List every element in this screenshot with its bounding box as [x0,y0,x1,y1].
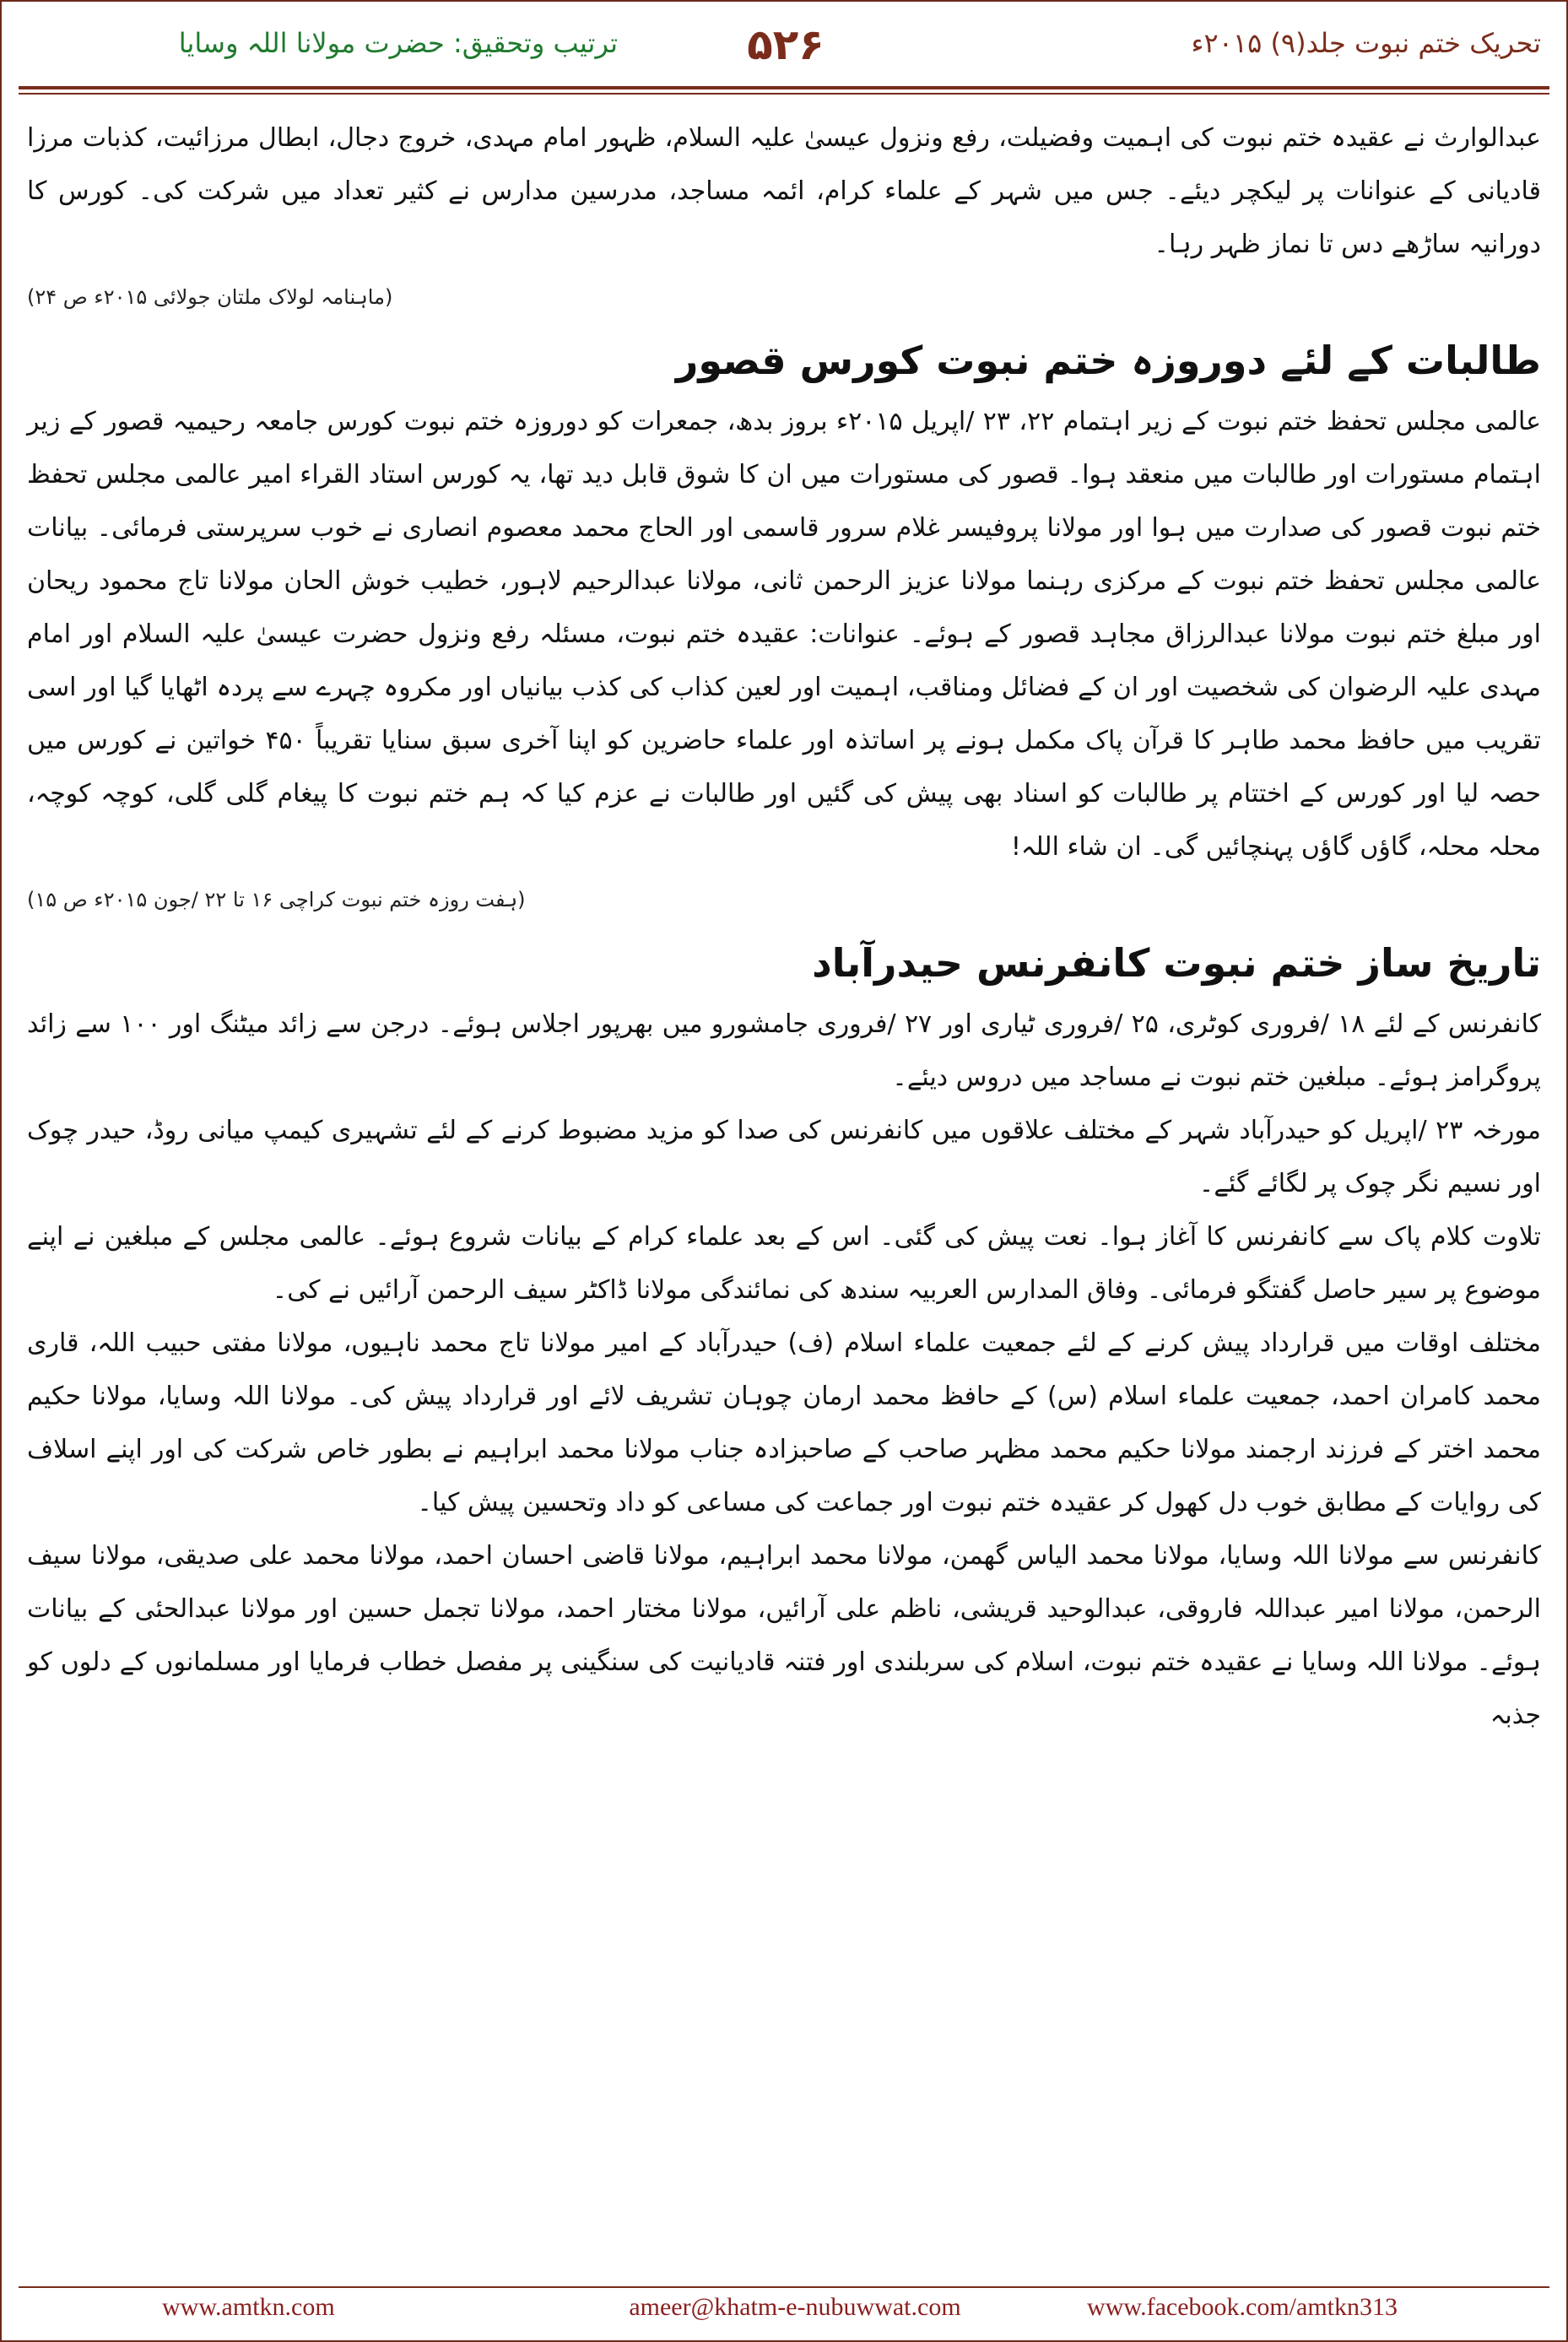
header-book-title: تحریک ختم نبوت جلد(۹) ۲۰۱۵ء [1191,27,1541,59]
section-heading-qasur-course: طالبات کے لئے دوروزہ ختم نبوت کورس قصور [675,338,1541,383]
footer-email-link[interactable]: ameer@khatm-e-nubuwwat.com [629,2293,961,2321]
section-heading-hyderabad-conference: تاریخ ساز ختم نبوت کانفرنس حیدرآباد [812,940,1541,986]
paragraph-6: مختلف اوقات میں قرارداد پیش کرنے کے لئے جمعیت علماء اسلام (ف) حیدرآباد کے امیر مولانا تاج محمد ناہیوں، مولانا مفتی حبیب اللہ، قاری محمد کامران احمد، جمعیت علماء اسلام (س) کے حافظ محمد ارمان چوہان تشریف لائے اور قرارداد پیش کی۔ مولانا اللہ وسایا، مولانا حکیم محمد اختر کے فرزند ارجمند مولانا حکیم محمد مظہر صاحب کے صاحبزادہ جناب مولانا محمد ابراہیم نے بطور خاص شرکت کی اور اپنے اسلاف کی روایات کے مطابق خوب دل کھول کر عقیدہ ختم نبوت اور جماعت کی مساعی کو داد وتحسین پیش کیا۔ [27,1328,1541,1517]
paragraph-5: تلاوت کلام پاک سے کانفرنس کا آغاز ہوا۔ نعت پیش کی گئی۔ اس کے بعد علماء کرام کے بیانات شروع ہوئے۔ عالمی مجلس کے مبلغین نے اپنے موضوع پر سیر حاصل گفتگو فرمائی۔ وفاق المدارس العربیہ سندھ کی نمائندگی مولانا ڈاکٹر سیف الرحمن آرائیں نے کی۔ [27,1222,1541,1305]
paragraph-7: کانفرنس سے مولانا اللہ وسایا، مولانا محمد الیاس گھمن، مولانا محمد ابراہیم، مولانا قاضی احسان احمد، مولانا محمد علی صدیقی، مولانا سیف الرحمن، مولانا امیر عبداللہ فاروقی، عبدالوحید قریشی، ناظم علی آرائیں، مولانا مختار احمد، مولانا تجمل حسین اور مولانا عبدالحئی کے بیانات ہوئے۔ مولانا اللہ وسایا نے عقیدہ ختم نبوت، اسلام کی سربلندی اور فتنہ قادیانیت کی سنگینی پر مفصل خطاب فرمایا اور مسلمانوں کے دلوں کو جذبہ [27,1541,1541,1730]
paragraph-3: کانفرنس کے لئے ۱۸ /فروری کوٹری، ۲۵ /فروری ٹیاری اور ۲۷ /فروری جامشورو میں بھرپور اجلاس ہوئے۔ درجن سے زائد میٹنگ اور ۱۰۰ سے زائد پروگرامز ہوئے۔ مبلغین ختم نبوت نے مساجد میں دروس دیئے۔ [27,1009,1541,1092]
footer-facebook-link[interactable]: www.facebook.com/amtkn313 [1087,2293,1398,2321]
citation-row-1 [27,271,1541,324]
citation-1: (ماہنامہ لولاک ملتان جولائی ۲۰۱۵ء ص ۲۴) [27,285,393,309]
paragraph-1: عبدالوارث نے عقیدہ ختم نبوت کی اہمیت وفضیلت، رفع ونزول عیسیٰ علیہ السلام، ظہور امام مہدی، خروج دجال، ابطال مرزائیت، کذبات مرزا قادیانی کے عنوانات پر لیکچر دیئے۔ جس میں شہر کے علماء کرام، ائمہ مساجد، مدرسین مدارس نے کثیر تعداد میں شرکت کی۔ کورس کا دورانیہ ساڑھے دس تا نماز ظہر رہا۔ [27,123,1541,259]
paragraph-2: عالمی مجلس تحفظ ختم نبوت کے زیر اہتمام ۲۲، ۲۳ /اپریل ۲۰۱۵ء بروز بدھ، جمعرات کو دوروزہ ختم نبوت کورس جامعہ رحیمیہ قصور کے زیر اہتمام مستورات اور طالبات میں منعقد ہوا۔ قصور کی مستورات میں ان کا شوق قابل دید تھا، یہ کورس استاد القراء امیر عالمی مجلس تحفظ ختم نبوت قصور کی صدارت میں ہوا اور مولانا پروفیسر غلام سرور قاسمی اور الحاج محمد معصوم انصاری نے خوب سرپرستی فرمائی۔ بیانات عالمی مجلس تحفظ ختم نبوت کے مرکزی رہنما مولانا عزیز الرحمن ثانی، مولانا عبدالرحیم لاہور، خطیب خوش الحان مولانا تاج محمود ریحان اور مبلغ ختم نبوت مولانا عبدالرزاق مجاہد قصور کے ہوئے۔ عنوانات: عقیدہ ختم نبوت، مسئلہ رفع ونزول حضرت عیسیٰ علیہ السلام اور امام مہدی علیہ الرضوان کی شخصیت اور ان کے فضائل ومناقب، اہمیت اور لعین کذاب کی کذب بیانیاں اور مکروہ چہرے سے پردہ اٹھایا گیا اور اسی تقریب میں حافظ محمد طاہر کا قرآن پاک مکمل ہونے پر اساتذہ اور علماء حاضرین کو اپنا آخری سبق سنایا تقریباً ۴۵۰ خواتین نے کورس میں حصہ لیا اور کورس کے اختتام پر طالبات کو اسناد بھی پیش کی گئیں اور طالبات نے عزم کیا کہ ہم ختم نبوت کا پیغام گلی گلی، کوچہ کوچہ، محلہ محلہ، گاؤں گاؤں پہنچائیں گی۔ ان شاء اللہ! [27,407,1542,862]
header-divider [19,86,1549,89]
citation-2: (ہفت روزہ ختم نبوت کراچی ۱۶ تا ۲۲ /جون ۲۰۱۵ء ص ۱۵) [27,888,526,911]
header-divider-thin [19,93,1549,95]
footer-website-link[interactable]: www.amtkn.com [162,2293,335,2321]
page-header [2,2,1566,95]
footer-divider [19,2286,1549,2288]
header-compiler: ترتیب وتحقیق: حضرت مولانا اللہ وسایا [178,27,618,59]
page-number: ۵۲۶ [747,20,825,69]
page-content [27,111,1541,2247]
page-footer [2,2290,1566,2328]
paragraph-4: مورخہ ۲۳ /اپریل کو حیدرآباد شہر کے مختلف علاقوں میں کانفرنس کی صدا کو مزید مضبوط کرنے کے لئے تشہیری کیمپ میانی روڈ، حیدر چوک اور نسیم نگر چوک پر لگائے گئے۔ [27,1116,1541,1198]
citation-row-2 [27,874,1541,927]
